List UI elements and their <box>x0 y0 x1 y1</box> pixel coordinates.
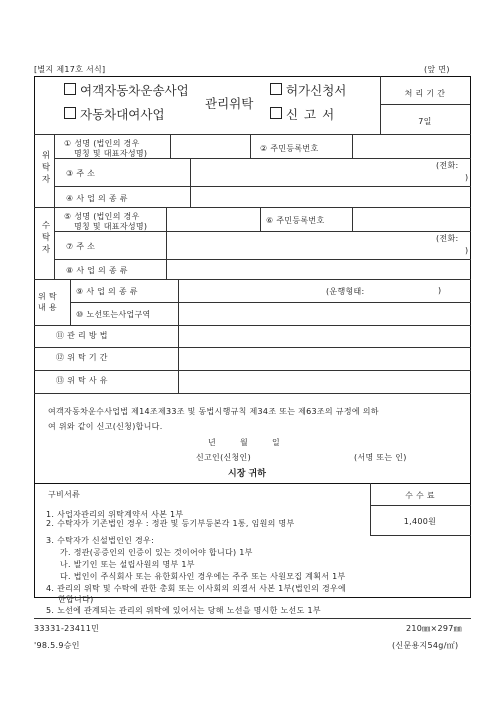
date-day-label: 일 <box>272 438 281 447</box>
operation-type-label: (운행형태: <box>326 287 365 296</box>
applicant-label: 신고인(신청인) <box>196 453 252 462</box>
fee-value: 1,400원 <box>403 517 437 526</box>
entrustment-period-label: ⑫ 위 탁 기 간 <box>56 353 108 362</box>
entrusted-section-label-1: 위 탁 <box>38 292 57 301</box>
route-area-label: ⑩ 노선또는사업구역 <box>76 310 151 319</box>
option-car-rental: 자동차대여사업 <box>80 107 165 122</box>
signature-label: (서명 또는 인) <box>354 453 407 462</box>
trustee-regno-label: ⑥ 주민등록번호 <box>266 216 325 225</box>
processing-period-label: 처 리 기 간 <box>404 89 446 98</box>
entrusted-business-label: ⑨ 사 업 의 종 류 <box>76 287 138 296</box>
document-item: 다. 법인이 주식회사 또는 유한회사인 경우에는 주주 또는 사원모집 계획서 1부 <box>60 572 346 581</box>
checkbox-passenger-transport[interactable] <box>64 83 76 95</box>
trustee-phone-label: (전화: <box>436 234 459 243</box>
date-year-label: 년 <box>208 438 217 447</box>
option-passenger-transport: 여객자동차운송사업 <box>80 83 189 98</box>
entrustor-business-label: ④ 사 업 의 종 류 <box>66 194 128 203</box>
option-report: 신 고 서 <box>286 107 336 122</box>
statement-line-1: 여객자동차운수사업법 제14조제33조 및 동법시행규칙 제34조 또는 제63조의 규정에 의하 <box>48 407 379 416</box>
title-management-entrustment: 관리위탁 <box>205 96 254 111</box>
form-number: [별지 제17호 서식] <box>34 65 106 74</box>
document-item: 4. 관리의 위탁 및 수탁에 관한 총회 또는 이사회의 의결서 사본 1부(법인의 경우에 <box>46 584 347 593</box>
document-item: 3. 수탁자가 신설법인인 경우: <box>46 536 155 545</box>
entrustor-address-label: ③ 주 소 <box>66 169 96 178</box>
documents-title: 구비서류 <box>48 490 81 499</box>
trustee-phone-close: ) <box>465 246 469 255</box>
page-side-label: (앞 면) <box>424 65 450 74</box>
document-item: 한합니다) <box>58 595 94 604</box>
paper-size: 210㎜×297㎜ <box>406 624 462 633</box>
document-item: 나. 발기인 또는 설립사원의 명부 1부 <box>60 560 195 569</box>
recipient-label: 시장 귀하 <box>228 469 266 479</box>
trustee-name-label-2: 명칭 및 대표자성명) <box>74 222 148 231</box>
entrustor-section-label: 위탁자 <box>41 151 51 185</box>
trustee-section-label: 수탁자 <box>41 221 51 255</box>
document-item: 1. 사업자관리의 위탁계약서 사본 1부 <box>46 510 184 519</box>
document-item: 5. 노선에 관계되는 관리의 위탁에 있어서는 당해 노선을 명시한 노선도 1부 <box>46 606 321 615</box>
checkbox-permit-application[interactable] <box>270 83 282 95</box>
approval-date: '98.5.9승인 <box>34 641 80 650</box>
checkbox-report[interactable] <box>270 107 282 119</box>
processing-period-value: 7일 <box>418 117 432 126</box>
entrustor-phone-close: ) <box>465 173 469 182</box>
entrusted-section-label-2: 내 용 <box>38 303 57 312</box>
trustee-name-label-1: ⑤ 성명 (법인의 경우 <box>64 212 140 221</box>
document-item: 가. 정관(공증인의 인증이 있는 것이어야 합니다) 1부 <box>60 548 253 557</box>
entrustor-phone-label: (전화: <box>436 161 459 170</box>
form-code: 33331-23411민 <box>34 624 100 633</box>
operation-type-close: ) <box>438 286 442 295</box>
statement-line-2: 여 위와 같이 신고(신청)합니다. <box>48 422 163 431</box>
entrustor-name-label-2: 명칭 및 대표자성명) <box>74 149 148 158</box>
fee-label: 수 수 료 <box>405 491 435 500</box>
date-month-label: 월 <box>240 438 249 447</box>
entrustor-name-label-1: ① 성명 (법인의 경우 <box>64 139 140 148</box>
paper-type: (신문용지54g/㎡) <box>392 641 459 650</box>
trustee-business-label: ⑧ 사 업 의 종 류 <box>66 266 128 275</box>
trustee-address-label: ⑦ 주 소 <box>66 242 96 251</box>
entrustor-regno-label: ② 주민등록번호 <box>260 144 319 153</box>
management-method-label: ⑪ 관 리 방 법 <box>56 331 108 340</box>
option-permit-application: 허가신청서 <box>286 83 347 98</box>
document-item: 2. 수탁자가 기존법인 경우 : 정관 및 등기부등본각 1통, 임원의 명부 <box>46 519 295 528</box>
checkbox-car-rental[interactable] <box>64 107 76 119</box>
entrustment-reason-label: ⑬ 위 탁 사 유 <box>56 376 108 385</box>
